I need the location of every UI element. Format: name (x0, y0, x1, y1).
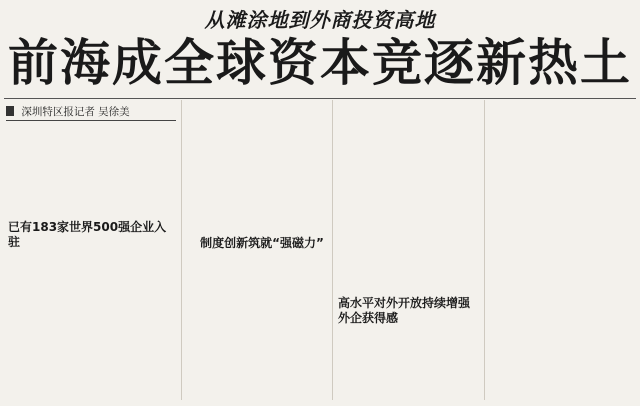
headline: 前海成全球资本竞逐新热土 (8, 34, 632, 92)
kicker: 从滩涂地到外商投资高地 (204, 8, 436, 32)
byline-marker-icon (6, 106, 14, 116)
subhead: 已有183家世界500强企业入驻 (8, 220, 167, 249)
column-divider (332, 100, 333, 400)
column-divider (484, 100, 485, 400)
byline-text: 深圳特区报记者 吴徐美 (21, 106, 130, 118)
column-divider (181, 100, 182, 400)
subhead: 高水平对外开放持续增强外企获得感 (338, 296, 471, 325)
subhead: 制度创新筑就“强磁力” (200, 236, 324, 250)
byline (6, 104, 176, 121)
headline-rule (4, 98, 636, 99)
